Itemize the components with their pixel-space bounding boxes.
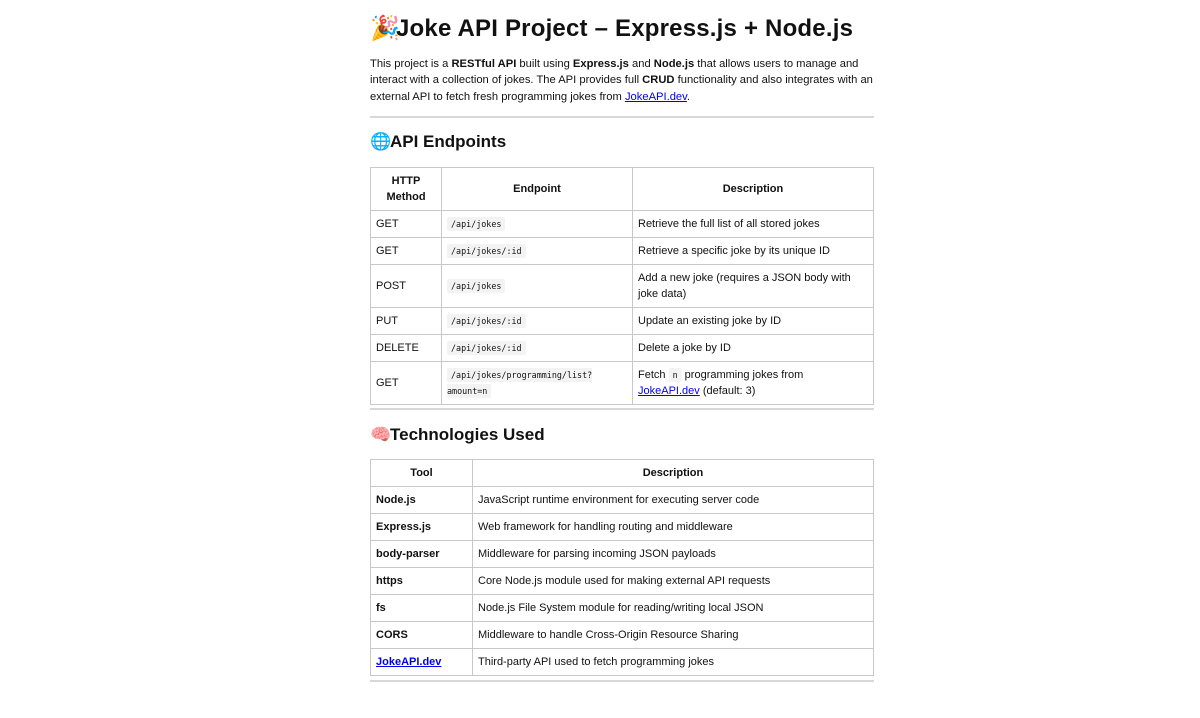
endpoint-path: /api/jokes: [447, 279, 505, 293]
endpoints-table: [370, 167, 874, 405]
tool-name: body-parser: [371, 541, 473, 568]
amount-code: n: [669, 368, 682, 382]
divider: [370, 116, 874, 118]
table-row: [371, 308, 874, 335]
table-header-row: [371, 168, 874, 211]
column-header: Tool: [371, 460, 473, 487]
endpoint-description: Add a new joke (requires a JSON body with joke data): [633, 265, 874, 308]
party-popper-icon: 🎉: [370, 15, 401, 42]
technologies-heading: [370, 425, 545, 445]
endpoint-path: /api/jokes: [447, 217, 505, 231]
http-method: GET: [371, 238, 442, 265]
endpoint-cell: [442, 308, 633, 335]
intro-paragraph: [370, 56, 874, 105]
endpoints-heading-text: API Endpoints: [390, 132, 507, 151]
tool-name: CORS: [371, 622, 473, 649]
intro-bold-restful: RESTful API: [451, 58, 517, 70]
table-row: [371, 211, 874, 238]
jokeapi-link[interactable]: JokeAPI.dev: [624, 90, 687, 103]
http-method: POST: [371, 265, 442, 308]
description-text: programming jokes from: [681, 369, 804, 381]
table-row: [371, 514, 874, 541]
intro-text: .: [686, 90, 691, 103]
intro-text: functionality and also integrates with an external API to fetch fresh programming jokes from: [370, 74, 873, 103]
table-row: [371, 649, 874, 676]
endpoint-description: Retrieve a specific joke by its unique ID: [633, 238, 874, 265]
endpoint-path: /api/jokes/:id: [447, 341, 526, 355]
divider: [370, 408, 874, 410]
column-header: HTTP Method: [371, 168, 442, 211]
tool-description: Middleware for parsing incoming JSON payloads: [473, 541, 874, 568]
http-method: GET: [371, 362, 442, 405]
intro-bold-node: Node.js: [653, 58, 695, 70]
tool-description: Core Node.js module used for making external API requests: [473, 568, 874, 595]
technologies-heading-text: Technologies Used: [390, 425, 545, 444]
http-method: DELETE: [371, 335, 442, 362]
endpoint-description: Update an existing joke by ID: [633, 308, 874, 335]
intro-bold-crud: CRUD: [642, 74, 675, 87]
tool-name: https: [371, 568, 473, 595]
endpoint-cell: [442, 335, 633, 362]
intro-text: that allows users to manage and interact with a collection of jokes. The API provides full: [370, 58, 859, 87]
column-header: Description: [473, 460, 874, 487]
endpoint-description: [633, 362, 874, 405]
endpoint-description: Delete a joke by ID: [633, 335, 874, 362]
endpoint-path: /api/jokes/:id: [447, 314, 526, 328]
column-header: Endpoint: [442, 168, 633, 211]
table-row: [371, 595, 874, 622]
page-title-text: Joke API Project – Express.js + Node.js: [396, 15, 854, 42]
table-row: [371, 568, 874, 595]
tool-description: JavaScript runtime environment for executing server code: [473, 487, 874, 514]
intro-text: This project is a: [370, 58, 452, 70]
endpoint-path: /api/jokes/:id: [447, 244, 526, 258]
table-row: [371, 335, 874, 362]
endpoint-description: Retrieve the full list of all stored jokes: [633, 211, 874, 238]
description-text: (default: 3): [699, 385, 756, 397]
endpoint-cell: [442, 265, 633, 308]
brain-icon: 🧠: [370, 425, 392, 444]
table-row: [371, 541, 874, 568]
globe-icon: 🌐: [370, 132, 392, 151]
divider: [370, 680, 874, 682]
description-text: Fetch: [638, 369, 669, 381]
endpoint-cell: [442, 362, 633, 405]
tool-description: Third-party API used to fetch programming jokes: [473, 649, 874, 676]
intro-text: built using: [516, 58, 573, 70]
technologies-table: [370, 459, 874, 676]
table-row: [371, 362, 874, 405]
endpoint-cell: [442, 211, 633, 238]
table-row: [371, 265, 874, 308]
table-row: [371, 622, 874, 649]
tool-description: Middleware to handle Cross-Origin Resource Sharing: [473, 622, 874, 649]
page-title: [370, 14, 853, 43]
tool-description: Web framework for handling routing and middleware: [473, 514, 874, 541]
intro-bold-express: Express.js: [572, 58, 629, 70]
table-header-row: [371, 460, 874, 487]
endpoints-heading: [370, 132, 506, 152]
http-method: PUT: [371, 308, 442, 335]
jokeapi-link[interactable]: JokeAPI.dev: [638, 385, 700, 397]
table-row: [371, 238, 874, 265]
tool-name: Express.js: [371, 514, 473, 541]
http-method: GET: [371, 211, 442, 238]
table-row: [371, 487, 874, 514]
intro-text: and: [628, 58, 654, 70]
column-header: Description: [633, 168, 874, 211]
endpoint-cell: [442, 238, 633, 265]
tool-name: Node.js: [371, 487, 473, 514]
tool-name: fs: [371, 595, 473, 622]
tool-name-cell: [371, 649, 473, 676]
tool-description: Node.js File System module for reading/writing local JSON: [473, 595, 874, 622]
jokeapi-link[interactable]: JokeAPI.dev: [376, 656, 442, 668]
endpoint-path: /api/jokes/programming/list?amount=n: [447, 370, 593, 396]
